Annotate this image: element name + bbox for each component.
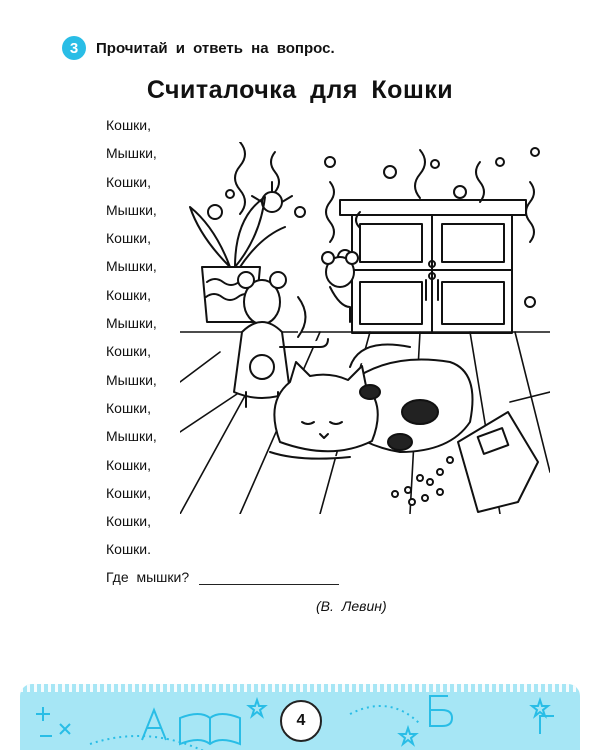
page-number: 4 — [280, 700, 322, 742]
poem-author: (В. Левин) — [316, 598, 387, 614]
poem-line: Мышки, — [106, 428, 157, 445]
kitchen-scene-illustration — [180, 142, 550, 514]
task-number-badge: 3 — [62, 36, 86, 60]
poem-line: Мышки, — [106, 315, 157, 332]
poem-title: Считалочка для Кошки — [146, 76, 454, 104]
letter-g-icon — [540, 716, 554, 734]
question-text: Где мышки? — [106, 569, 190, 585]
book-icon — [180, 714, 240, 744]
dotted-path-icon — [350, 706, 420, 724]
poem-line: Кошки, — [106, 117, 152, 133]
poem-line: Мышки, — [106, 145, 157, 162]
poem-line: Кошки, — [106, 286, 152, 303]
poem-line: Мышки, — [106, 258, 157, 275]
task-instruction: Прочитай и ответь на вопрос. — [96, 39, 335, 57]
task-header — [62, 36, 335, 60]
poem-line: Кошки, — [106, 399, 152, 416]
poem-text — [106, 111, 157, 564]
steam-icon — [235, 142, 534, 242]
poem-line: Кошки, — [106, 513, 152, 530]
poem-line: Мышки, — [106, 201, 157, 218]
cat-icon — [270, 345, 473, 459]
poem-line: Кошки, — [106, 230, 152, 247]
letter-b-icon — [430, 696, 452, 726]
answer-line[interactable] — [199, 571, 339, 585]
poem-line: Кошки, — [106, 456, 152, 473]
poem-line: Мышки, — [106, 371, 157, 388]
cabinet-icon — [340, 200, 526, 333]
poem-line: Кошки, — [106, 343, 152, 360]
question-row — [106, 569, 339, 585]
letter-a-icon — [142, 710, 166, 740]
poem-line: Кошки. — [106, 541, 152, 558]
math-signs-icon — [36, 707, 70, 736]
poem-line: Кошки, — [106, 173, 152, 190]
dotted-path-icon — [90, 736, 210, 750]
poem-line: Кошки, — [106, 484, 152, 501]
